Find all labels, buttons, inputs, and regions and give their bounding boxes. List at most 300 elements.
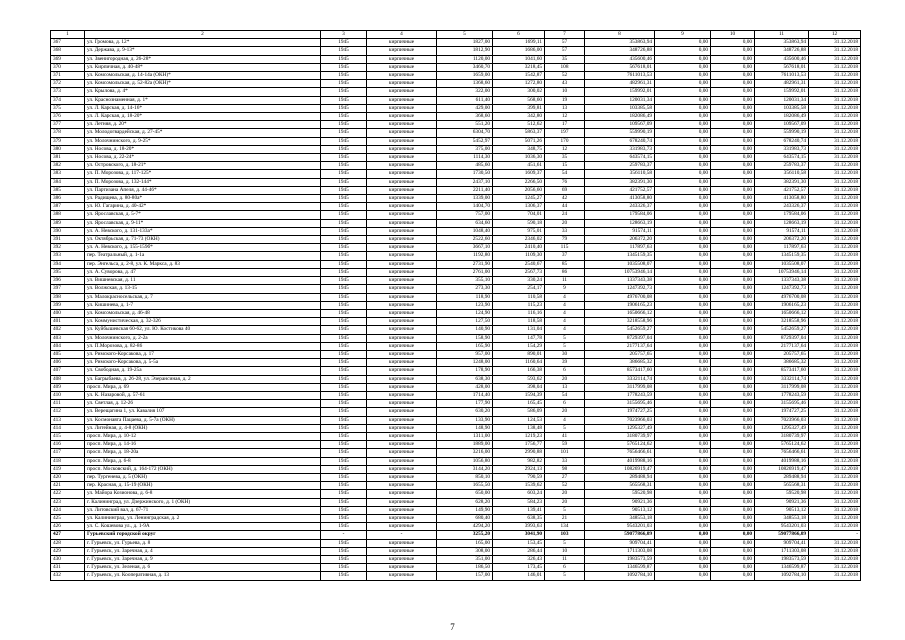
- table-cell: 1594,39: [493, 391, 545, 399]
- table-cell: кирпичные: [367, 260, 437, 268]
- table-cell: 177,90: [437, 400, 493, 408]
- table-cell: 31.12.2018: [809, 367, 861, 375]
- table-cell: 356110,58: [585, 170, 655, 178]
- table-cell: 386685,32: [755, 359, 809, 367]
- table-row: [51, 506, 861, 514]
- header-cell: 4: [367, 31, 437, 39]
- table-cell: 31.12.2018: [809, 88, 861, 96]
- table-cell: 31.12.2018: [809, 547, 861, 555]
- table-cell: 1035508,07: [755, 260, 809, 268]
- table-cell: 39: [545, 359, 585, 367]
- table-cell: 0,00: [655, 375, 711, 383]
- table-cell: 158,90: [437, 334, 493, 342]
- table-cell: 1711303,08: [585, 547, 655, 555]
- table-row: [51, 441, 861, 449]
- table-cell: 326,43: [493, 556, 545, 564]
- table-cell: ул. Носова, д. 18-20*: [85, 145, 321, 153]
- table-cell: 10: [545, 88, 585, 96]
- table-cell: 348553,18: [585, 514, 655, 522]
- table-cell: 1945: [321, 293, 367, 301]
- table-cell: 31.12.2018: [809, 178, 861, 186]
- table-cell: 1945: [321, 137, 367, 145]
- table-cell: 178,90: [437, 367, 493, 375]
- table-cell: 1945: [321, 203, 367, 211]
- table-cell: 3144,20: [437, 465, 493, 473]
- table-cell: 482961,31: [585, 80, 655, 88]
- table-cell: 1092784,10: [585, 572, 655, 580]
- table-cell: кирпичные: [367, 178, 437, 186]
- table-cell: кирпичные: [367, 195, 437, 203]
- table-cell: 31.12.2018: [809, 39, 861, 47]
- header-cell: 3: [321, 31, 367, 39]
- table-cell: 412: [51, 408, 85, 416]
- table-cell: ул. Громова, д. 12*: [85, 39, 321, 47]
- table-cell: 1945: [321, 113, 367, 121]
- table-cell: 1345159,35: [585, 252, 655, 260]
- table-cell: 6: [545, 564, 585, 572]
- table-cell: 1945: [321, 523, 367, 531]
- table-cell: 54: [545, 170, 585, 178]
- table-cell: кирпичные: [367, 391, 437, 399]
- table-cell: 2177137,64: [755, 342, 809, 350]
- table-cell: ул. Малокрасносельская, д. 7: [85, 293, 321, 301]
- table-cell: 422: [51, 490, 85, 498]
- table-cell: 300,02: [493, 88, 545, 96]
- table-cell: 0,00: [711, 301, 755, 309]
- table-cell: 0,00: [711, 318, 755, 326]
- table-cell: 1272,80: [493, 80, 545, 88]
- table-cell: кирпичные: [367, 539, 437, 547]
- table-cell: 5: [545, 424, 585, 432]
- table-row: [51, 350, 861, 358]
- table-cell: 1346599,87: [755, 564, 809, 572]
- table-row: [51, 482, 861, 490]
- table-cell: 1778243,59: [755, 391, 809, 399]
- table-cell: кирпичные: [367, 104, 437, 112]
- table-cell: 0,00: [711, 162, 755, 170]
- table-cell: ул. Кирпичная, д. 40-48*: [85, 63, 321, 71]
- table-cell: 4019988,16: [585, 457, 655, 465]
- table-cell: 420: [51, 473, 85, 481]
- table-cell: кирпичные: [367, 39, 437, 47]
- table-cell: 1247392,73: [755, 285, 809, 293]
- table-cell: 975,01: [493, 227, 545, 235]
- table-cell: 0,00: [655, 268, 711, 276]
- table-cell: кирпичные: [367, 400, 437, 408]
- table-cell: 1945: [321, 252, 367, 260]
- table-cell: 1945: [321, 482, 367, 490]
- table-cell: 0,00: [655, 55, 711, 63]
- table-cell: 2211,40: [437, 186, 493, 194]
- table-cell: 982,82: [493, 457, 545, 465]
- table-cell: 1812,90: [437, 47, 493, 55]
- table-cell: просп. Мира, д. 18-20а: [85, 449, 321, 457]
- table-cell: ул. Л. Карская, д. 18-20*: [85, 113, 321, 121]
- table-cell: 0,00: [655, 465, 711, 473]
- table-cell: 379: [51, 137, 85, 145]
- table-cell: ул. Багрыбаева, д. 26-28, ул. Эзерансиная, д. 2: [85, 375, 321, 383]
- table-cell: 0,00: [655, 432, 711, 440]
- table-cell: 140,90: [437, 326, 493, 334]
- table-cell: кирпичные: [367, 416, 437, 424]
- table-cell: 1945: [321, 359, 367, 367]
- table-cell: 0,00: [711, 359, 755, 367]
- table-row: [51, 236, 861, 244]
- table-cell: 289488,94: [585, 473, 655, 481]
- table-cell: 421752,57: [585, 186, 655, 194]
- table-cell: 586,09: [493, 408, 545, 416]
- table-cell: 0,00: [711, 350, 755, 358]
- table-cell: 1945: [321, 383, 367, 391]
- table-cell: 0,00: [711, 203, 755, 211]
- table-cell: 19: [545, 96, 585, 104]
- table-cell: просп. Мира, д. 10-12: [85, 432, 321, 440]
- table-cell: 90921,36: [585, 498, 655, 506]
- table-cell: ул. Верещагина 1, ул. Кавалия 107: [85, 408, 321, 416]
- table-cell: 79: [545, 236, 585, 244]
- table-cell: 5: [545, 539, 585, 547]
- table-cell: 35: [545, 55, 585, 63]
- table-cell: 1337343,38: [755, 277, 809, 285]
- table-row: [51, 55, 861, 63]
- table-cell: 451,61: [493, 162, 545, 170]
- table-cell: кирпичные: [367, 523, 437, 531]
- table-cell: 59520,98: [755, 490, 809, 498]
- table-cell: 1945: [321, 162, 367, 170]
- table-cell: 387: [51, 203, 85, 211]
- table-cell: 3180739,97: [755, 432, 809, 440]
- table-cell: ул. Майора Козионова, д. 6-8: [85, 490, 321, 498]
- table-cell: кирпичные: [367, 47, 437, 55]
- table-cell: 0,00: [655, 80, 711, 88]
- table-cell: 0,00: [655, 39, 711, 47]
- table-cell: 1945: [321, 547, 367, 555]
- table-cell: 1730,50: [437, 170, 493, 178]
- table-row: [51, 88, 861, 96]
- table-cell: 1245,27: [493, 195, 545, 203]
- table-cell: 259783,37: [755, 162, 809, 170]
- table-cell: ул. Держава, д. 9-13*: [85, 47, 321, 55]
- table-cell: 30: [545, 350, 585, 358]
- table-cell: кирпичные: [367, 55, 437, 63]
- table-cell: 17: [545, 121, 585, 129]
- table-cell: 31.12.2018: [809, 326, 861, 334]
- table-cell: 0,00: [711, 104, 755, 112]
- table-cell: 3216,00: [437, 449, 493, 457]
- table-cell: 1056,80: [437, 457, 493, 465]
- register-table: [50, 30, 861, 581]
- table-cell: 392: [51, 244, 85, 252]
- table-cell: 31.12.2018: [809, 227, 861, 235]
- table-cell: 59520,98: [585, 490, 655, 498]
- table-cell: 1655,50: [437, 482, 493, 490]
- table-cell: 2567,73: [493, 268, 545, 276]
- table-cell: 427: [51, 531, 85, 539]
- table-cell: 0,00: [711, 96, 755, 104]
- table-cell: 0,00: [655, 211, 711, 219]
- table-row: [51, 531, 861, 539]
- table-cell: 0,00: [655, 293, 711, 301]
- table-cell: 330,24: [493, 277, 545, 285]
- table-cell: 0,00: [655, 367, 711, 375]
- table-cell: 52: [545, 72, 585, 80]
- table-cell: 377: [51, 121, 85, 129]
- table-cell: 1945: [321, 301, 367, 309]
- table-cell: ул. Комсомольская, д. 52-82а (ОКН)*: [85, 80, 321, 88]
- table-cell: 120031,34: [585, 96, 655, 104]
- table-cell: 289488,94: [755, 473, 809, 481]
- table-cell: 1945: [321, 96, 367, 104]
- table-cell: 5: [545, 342, 585, 350]
- table-cell: 59: [545, 441, 585, 449]
- table-row: [51, 219, 861, 227]
- table-cell: 8729397,04: [585, 334, 655, 342]
- table-cell: ул. Ю. Гагарина, д. 40-42*: [85, 203, 321, 211]
- table-cell: 565568,31: [755, 482, 809, 490]
- table-cell: 103385,58: [755, 104, 809, 112]
- table-cell: 0,00: [655, 47, 711, 55]
- table-cell: 0,00: [655, 104, 711, 112]
- table-cell: 3117999,08: [755, 383, 809, 391]
- table-cell: 1945: [321, 367, 367, 375]
- table-row: [51, 334, 861, 342]
- table-cell: ул. Молочнинского, д. 9-25*: [85, 137, 321, 145]
- table-cell: г. Гурьевск, ул. Гурьева, д. 8: [85, 539, 321, 547]
- table-cell: ул. Космонавта Пацаева, д. 5-7а (ОКН): [85, 416, 321, 424]
- table-cell: кирпичные: [367, 252, 437, 260]
- table-cell: кирпичные: [367, 162, 437, 170]
- table-cell: 7611013,53: [755, 72, 809, 80]
- table-cell: 31.12.2018: [809, 457, 861, 465]
- table-cell: 371: [51, 72, 85, 80]
- table-cell: 0,00: [711, 367, 755, 375]
- table-cell: 0,00: [711, 506, 755, 514]
- table-cell: 413058,80: [585, 195, 655, 203]
- table-cell: 416: [51, 441, 85, 449]
- table-cell: 4019988,16: [755, 457, 809, 465]
- table-cell: 31.12.2018: [809, 309, 861, 317]
- table-cell: 0,00: [655, 490, 711, 498]
- table-cell: 382391,30: [755, 178, 809, 186]
- table-cell: ул. Римского-Корсакова, д. 5-5а: [85, 359, 321, 367]
- table-cell: 0,00: [655, 359, 711, 367]
- table-cell: 24: [545, 211, 585, 219]
- table-cell: ул. А. Невского, д. 155-159б*: [85, 244, 321, 252]
- table-cell: Гурьевский городской округ: [85, 531, 321, 539]
- table-cell: 382391,30: [585, 178, 655, 186]
- table-cell: 110,58: [493, 293, 545, 301]
- table-cell: 1945: [321, 318, 367, 326]
- table-cell: 1311,00: [437, 432, 493, 440]
- table-cell: 351,00: [437, 556, 493, 564]
- table-cell: 31.12.2018: [809, 375, 861, 383]
- table-cell: 6: [545, 367, 585, 375]
- table-cell: 957,00: [437, 350, 493, 358]
- table-cell: 0,00: [711, 195, 755, 203]
- table-cell: 0,00: [711, 260, 755, 268]
- table-row: [51, 293, 861, 301]
- table-cell: 13: [545, 104, 585, 112]
- table-cell: 638,30: [437, 375, 493, 383]
- table-cell: ул. Ярославская, д. 5-7*: [85, 211, 321, 219]
- table-cell: ул. Калининград, ул. Ленинградская, д. 2: [85, 514, 321, 522]
- table-row: [51, 170, 861, 178]
- table-cell: 381: [51, 154, 85, 162]
- table-cell: 1945: [321, 416, 367, 424]
- table-cell: кирпичные: [367, 383, 437, 391]
- table-cell: 31.12.2018: [809, 465, 861, 473]
- table-cell: 165,45: [493, 400, 545, 408]
- table-cell: 118,58: [493, 318, 545, 326]
- table-cell: г. Гурьевск, ул. Заречная, д. 4: [85, 547, 321, 555]
- table-row: [51, 556, 861, 564]
- table-cell: 31.12.2018: [809, 334, 861, 342]
- table-cell: 3180739,97: [585, 432, 655, 440]
- table-cell: 1945: [321, 539, 367, 547]
- table-cell: ул. Молодогвардейская, д. 27-45*: [85, 129, 321, 137]
- table-cell: 0,00: [711, 432, 755, 440]
- table-cell: 348,75: [493, 145, 545, 153]
- table-cell: ул. Летняя, д. 20*: [85, 121, 321, 129]
- table-cell: 1945: [321, 80, 367, 88]
- table-cell: 31.12.2018: [809, 236, 861, 244]
- table-cell: 1945: [321, 236, 367, 244]
- table-cell: 406: [51, 359, 85, 367]
- table-cell: 138,48: [493, 424, 545, 432]
- table-cell: -: [809, 531, 861, 539]
- table-cell: 0,00: [655, 121, 711, 129]
- table-cell: ул. Носова, д. 22-24*: [85, 154, 321, 162]
- table-cell: 5452659,27: [585, 326, 655, 334]
- table-cell: 1295327,49: [585, 424, 655, 432]
- table-cell: 429: [51, 547, 85, 555]
- table-cell: 0,00: [711, 556, 755, 564]
- table-cell: кирпичные: [367, 498, 437, 506]
- table-cell: ул. П. Морозова, д. 132-144*: [85, 178, 321, 186]
- table-cell: 1945: [321, 129, 367, 137]
- table-cell: 31.12.2018: [809, 342, 861, 350]
- table-cell: 57: [545, 47, 585, 55]
- table-cell: 390: [51, 227, 85, 235]
- table-cell: 7656466,61: [755, 449, 809, 457]
- table-cell: 4: [545, 293, 585, 301]
- table-cell: 31.12.2018: [809, 424, 861, 432]
- table-cell: 407: [51, 367, 85, 375]
- table-row: [51, 244, 861, 252]
- table-cell: кирпичные: [367, 359, 437, 367]
- table-cell: 0,00: [655, 318, 711, 326]
- table-cell: 1974727,25: [755, 408, 809, 416]
- table-cell: пер. Тургенева, д. 5 (ОКН): [85, 473, 321, 481]
- table-cell: 1295327,49: [755, 424, 809, 432]
- table-cell: кирпичные: [367, 408, 437, 416]
- table-cell: 31.12.2018: [809, 285, 861, 293]
- table-cell: 1945: [321, 227, 367, 235]
- table-cell: 31.12.2018: [809, 145, 861, 153]
- table-cell: 428,00: [437, 383, 493, 391]
- table-cell: 4: [545, 301, 585, 309]
- table-row: [51, 137, 861, 145]
- table-cell: 584,23: [493, 498, 545, 506]
- table-cell: 423: [51, 498, 85, 506]
- table-cell: 383: [51, 170, 85, 178]
- table-cell: 31.12.2018: [809, 219, 861, 227]
- table-cell: 85: [545, 260, 585, 268]
- table-cell: 384: [51, 178, 85, 186]
- table-cell: 205757,65: [585, 350, 655, 358]
- table-cell: 31.12.2018: [809, 556, 861, 564]
- table-cell: 1109,30: [493, 252, 545, 260]
- table-cell: 0,00: [711, 490, 755, 498]
- table-cell: 1048,40: [437, 227, 493, 235]
- table-cell: 31.12.2018: [809, 154, 861, 162]
- table-cell: 0,00: [711, 309, 755, 317]
- table-cell: 909704,41: [585, 539, 655, 547]
- table-cell: 41: [545, 432, 585, 440]
- table-cell: 1160,64: [493, 359, 545, 367]
- table-cell: 1945: [321, 211, 367, 219]
- table-cell: ул. Вишневская, д. 11: [85, 277, 321, 285]
- table-cell: 408: [51, 375, 85, 383]
- table-cell: кирпичные: [367, 80, 437, 88]
- table-cell: 1945: [321, 104, 367, 112]
- table-cell: 368: [51, 47, 85, 55]
- table-cell: 170: [545, 137, 585, 145]
- table-cell: 86: [545, 268, 585, 276]
- table-cell: 353863,94: [585, 39, 655, 47]
- table-cell: 90921,36: [755, 498, 809, 506]
- table-cell: 1945: [321, 432, 367, 440]
- table-cell: 593,62: [493, 375, 545, 383]
- table-cell: 243326,37: [585, 203, 655, 211]
- table-row: [51, 47, 861, 55]
- table-cell: 109567,09: [585, 121, 655, 129]
- table-cell: 409: [51, 383, 85, 391]
- table-cell: 31.12.2018: [809, 277, 861, 285]
- table-cell: кирпичные: [367, 465, 437, 473]
- table-cell: 31.12.2018: [809, 137, 861, 145]
- table-cell: 411: [51, 400, 85, 408]
- table-cell: 1945: [321, 449, 367, 457]
- table-cell: 31.12.2018: [809, 195, 861, 203]
- table-cell: ул. Островского, д. 18-21*: [85, 162, 321, 170]
- header-cell: 7: [545, 31, 585, 39]
- table-cell: 385: [51, 186, 85, 194]
- table-cell: 1889,00: [437, 441, 493, 449]
- table-cell: ул. Волжская, д. 13-15: [85, 285, 321, 293]
- table-cell: 149,90: [437, 506, 493, 514]
- table-cell: 0,00: [711, 457, 755, 465]
- table-cell: 391: [51, 236, 85, 244]
- table-cell: 432: [51, 572, 85, 580]
- table-cell: кирпичные: [367, 506, 437, 514]
- table-cell: 1035508,07: [585, 260, 655, 268]
- table-cell: ул. Радищева, д. 80-80а*: [85, 195, 321, 203]
- table-cell: 1945: [321, 424, 367, 432]
- table-cell: 393: [51, 252, 85, 260]
- table-cell: 90513,12: [585, 506, 655, 514]
- table-cell: кирпичные: [367, 170, 437, 178]
- table-row: [51, 80, 861, 88]
- table-cell: кирпичные: [367, 514, 437, 522]
- table-cell: ул. П.Морозова, д. 82-86: [85, 342, 321, 350]
- table-cell: 1945: [321, 55, 367, 63]
- table-cell: ул. Римского-Корсакова, д. 17: [85, 350, 321, 358]
- table-cell: 435600,46: [755, 55, 809, 63]
- table-row: [51, 473, 861, 481]
- table-cell: 1945: [321, 572, 367, 580]
- table-cell: 1945: [321, 473, 367, 481]
